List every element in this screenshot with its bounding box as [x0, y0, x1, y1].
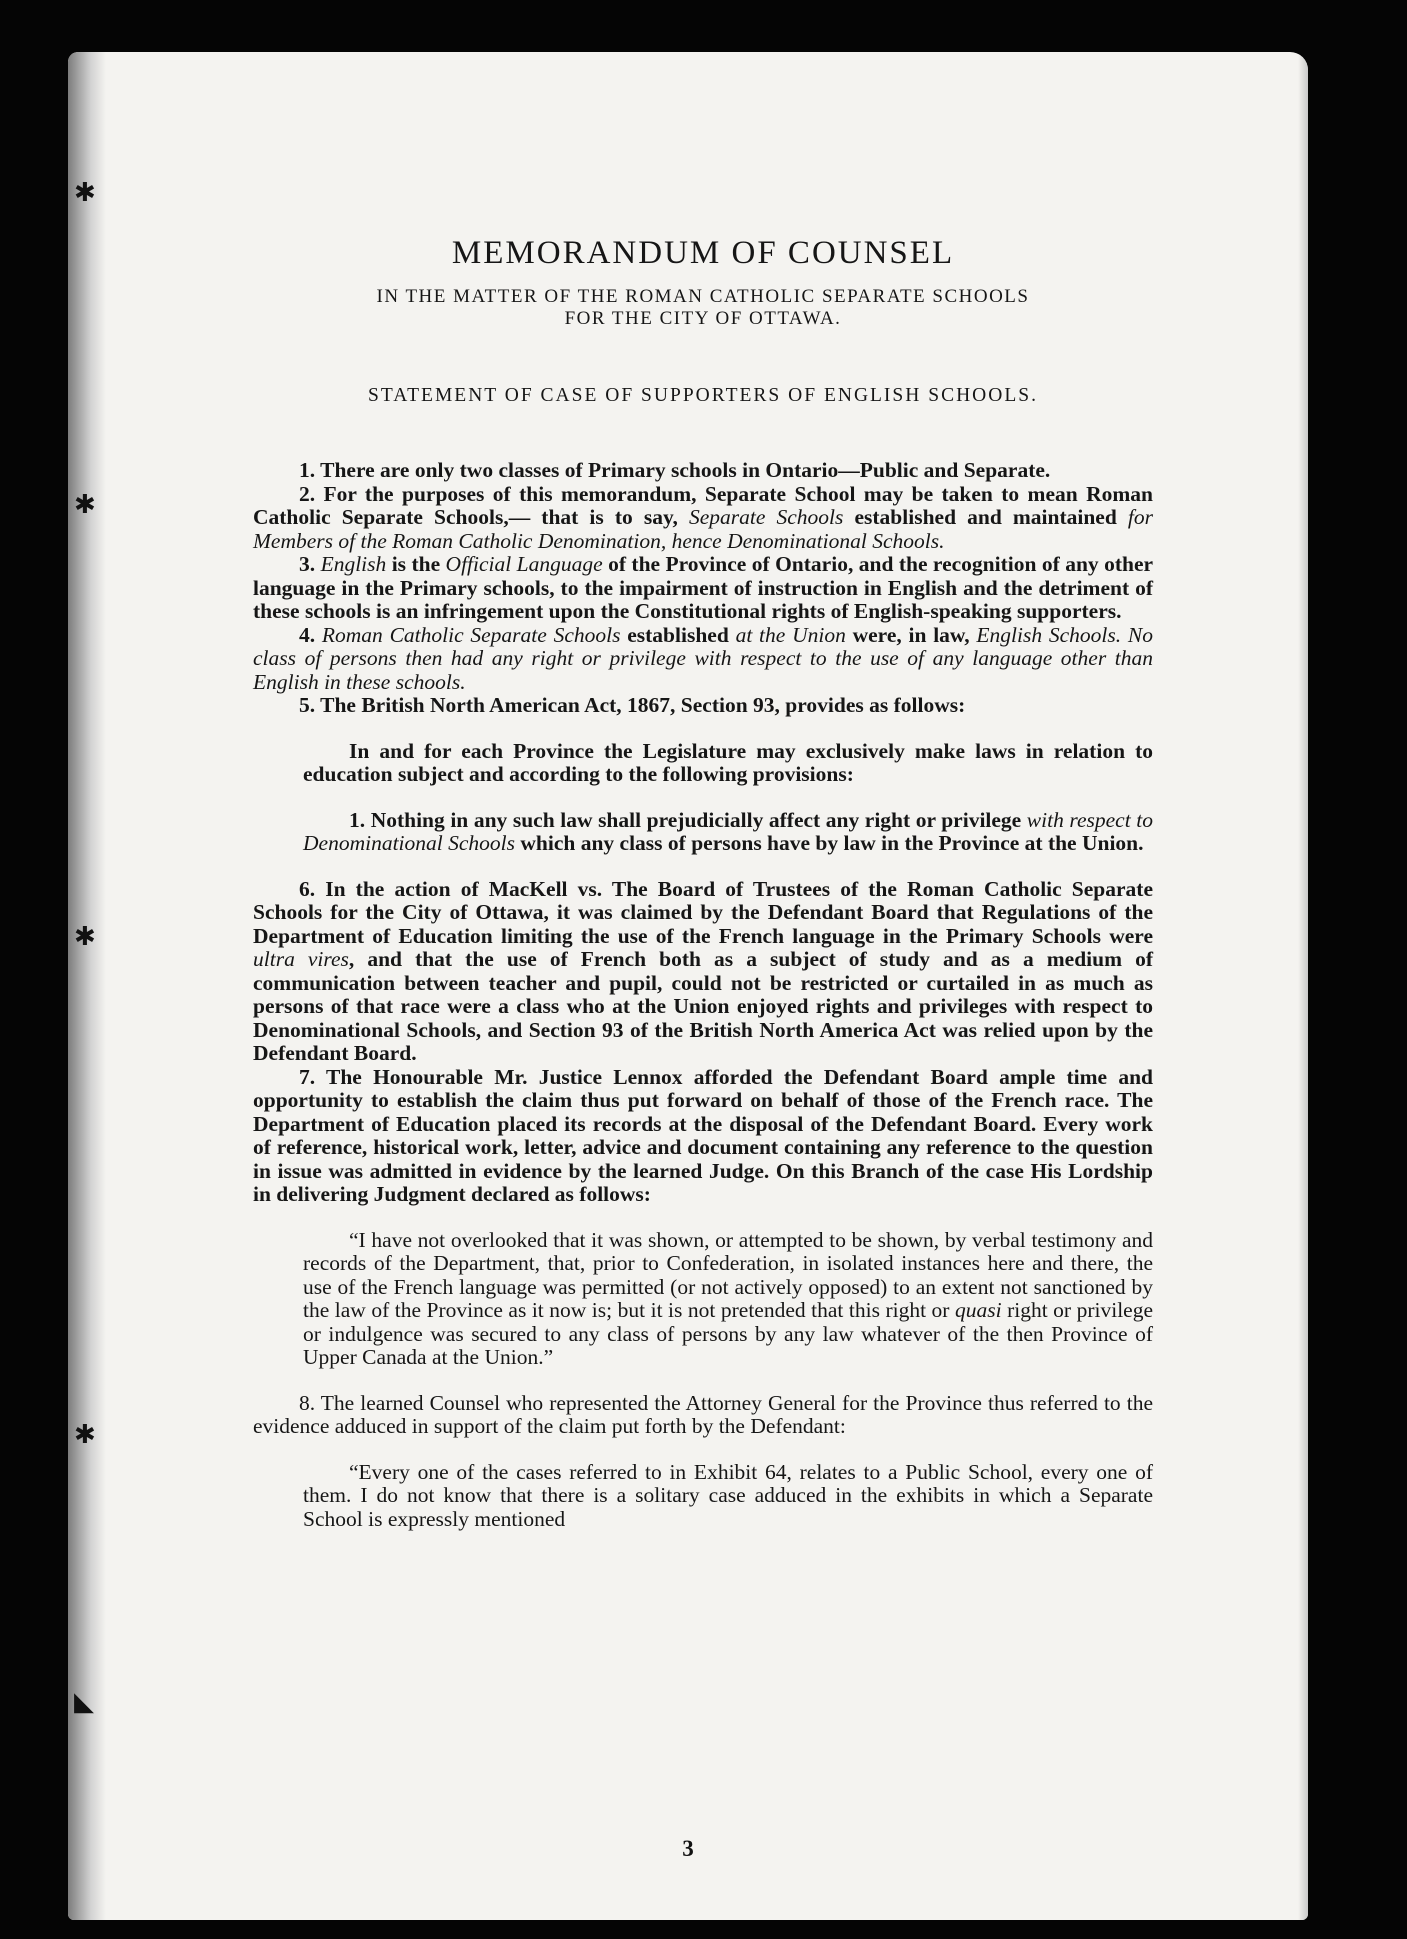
italic-run: at the Union [735, 622, 846, 647]
page-number: 3 [682, 1836, 694, 1861]
document-page [68, 52, 1308, 1920]
italic-run: Separate Schools [688, 505, 844, 529]
judgment-quote [303, 1229, 1153, 1370]
paragraph-4 [253, 624, 1153, 695]
binding-mark: ✱ [74, 178, 96, 207]
italic-run: Official Language [445, 552, 603, 576]
document-title: MEMORANDUM OF COUNSEL [451, 235, 955, 271]
binding-mark: ✱ [74, 922, 96, 951]
text-run: 1. Nothing in any such law shall prejudicially affect any right or privilege [349, 807, 1027, 832]
text-run: established and maintained [843, 505, 1128, 529]
paragraph-6 [253, 878, 1153, 1066]
text-run: is the [386, 552, 446, 576]
text-run: 2. For the purposes of this memorandum, Separate School may be taken to mean Roman Catholic Separate Schools,— that is to say, [253, 481, 1153, 529]
text-run: were, in law, [845, 622, 977, 647]
paragraph-5: 5. The British North American Act, 1867, Section 93, provides as follows: [299, 693, 966, 717]
text-run: 4. [299, 622, 322, 647]
italic-run: Roman Catholic Separate Schools [321, 622, 621, 647]
binding-mark: ◣ [74, 1687, 94, 1716]
text-run: established [620, 622, 736, 647]
paragraph-1: 1. There are only two classes of Primary schools in Ontario—Public and Separate. [299, 458, 1051, 482]
italic-run: ultra vires [253, 947, 349, 971]
paragraph-2 [253, 483, 1153, 554]
text-run: right or privilege or indulgence was secured to any class of persons by any law whatever of the then Province of Upper Canada at the Union.” [303, 1298, 1154, 1369]
paragraph-7: 7. The Honourable Mr. Justice Lennox afforded the Defendant Board ample time and opportunity to establish the claim thus put forward on behalf of those of the French race. The Department of Education placed its records at the disposal of the Defendant Board. Every work of reference, historical work, letter, advice and document containing any reference to the question in issue was admitted in evidence by the learned Judge. On this Branch of the case His Lordship in delivering Judgment declared as follows: [253, 1064, 1153, 1206]
italic-run: English [320, 552, 387, 576]
binding-mark: ✱ [74, 490, 96, 519]
section-heading: STATEMENT OF CASE OF SUPPORTERS OF ENGLISH SCHOOLS. [368, 384, 1038, 406]
quoted-provision: In and for each Province the Legislature may exclusively make laws in relation to education subject and according to the following provisions: [303, 738, 1153, 786]
document-subtitle [253, 286, 1153, 330]
quoted-provision-item [303, 809, 1153, 856]
text-run: of the Province of Ontario, and the recognition of any other language in the Primary schools, to the impairment of instruction in English and the detriment of these schools is an infringement upon the Constitutional rights of English-speaking supporters. [253, 552, 1154, 623]
italic-run: with respect to Denominational Schools [303, 807, 1153, 855]
text-run: which any class of persons have by law in the Province at the Union. [515, 831, 1144, 855]
binding-spine [68, 52, 106, 1920]
page-edge [1298, 52, 1308, 1920]
text-run: “I have not overlooked that it was shown, or attempted to be shown, by verbal testimony and records of the Department, that, prior to Confederation, in isolated instances here and there, the use of the French language was permitted (or not actively opposed) to an extent not sanctioned by the law of the Province as it now is; but it is not pretended that this right or [303, 1227, 1153, 1322]
italic-run: quasi [954, 1298, 1002, 1322]
text-run: 3. [299, 552, 321, 576]
text-run: 6. In the action of MacKell vs. The Board of Trustees of the Roman Catholic Separate Schools for the City of Ottawa, it was claimed by the Defendant Board that Regulations of the Department of Education limiting the use of the French language in the Primary Schools were [253, 876, 1153, 948]
paragraph-8: 8. The learned Counsel who represented the Attorney General for the Province thus referred to the evidence adduced in support of the claim put forth by the Defendant: [253, 1390, 1153, 1438]
counsel-quote: “Every one of the cases referred to in Exhibit 64, relates to a Public School, every one of them. I do not know that there is a solitary case adduced in the exhibits in which a Separate School is expressly mentioned [303, 1459, 1153, 1531]
document-body [253, 235, 1154, 1553]
subtitle-line: FOR THE CITY OF OTTAWA. [564, 307, 842, 329]
binding-mark: ✱ [74, 1420, 96, 1449]
text-run: , and that the use of French both as a subject of study and as a medium of communication between teacher and pupil, could not be restricted or curtailed in as much as persons of that race were a class who at the Union enjoyed rights and privileges with respect to Denominational Schools, and Section 93 of the British North America Act was relied upon by the Defendant Board. [253, 947, 1154, 1065]
italic-run: English Schools. No class of persons then had any right or privilege with respect to the use of any language other than English in these schools. [253, 622, 1153, 694]
italic-run: for Members of the Roman Catholic Denomination, hence Denominational Schools. [253, 505, 1153, 553]
paragraph-3 [253, 553, 1153, 624]
subtitle-line: IN THE MATTER OF THE ROMAN CATHOLIC SEPARATE SCHOOLS [376, 285, 1030, 307]
